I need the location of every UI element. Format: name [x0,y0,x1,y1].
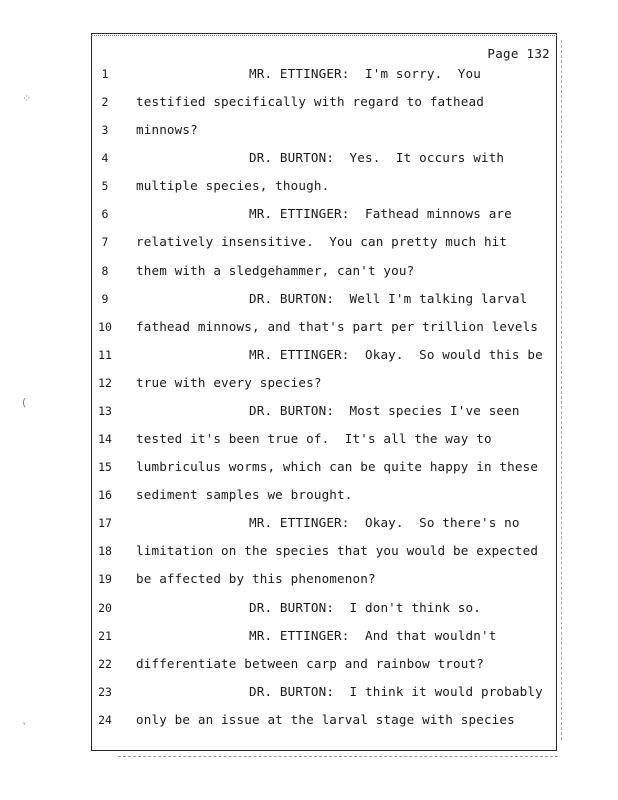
line-text: minnows? [136,122,198,138]
frame-bottom-edge [118,756,558,757]
transcript-line [0,627,618,645]
transcript-line [0,514,618,532]
transcript-line [0,655,618,673]
transcript-line [0,233,618,251]
line-number: 22 [98,656,112,671]
line-number: 1 [101,67,109,81]
line-number: 7 [101,235,109,250]
transcript-line [0,486,618,504]
transcript-line [0,683,618,701]
transcript-line [0,599,618,617]
transcript-line [0,121,618,139]
line-text: be affected by this phenomenon? [136,571,376,587]
scan-speck-mark: ⁘ [22,92,32,105]
line-number: 13 [98,403,112,418]
line-text: MR. ETTINGER: I'm sorry. You [249,66,481,81]
page-number: Page 132 [487,46,550,61]
line-text: DR. BURTON: I think it would probably [249,683,543,699]
line-number: 17 [98,516,112,531]
line-number: 11 [98,347,112,362]
line-number: 5 [101,179,109,194]
scan-speck-mark: ( [22,396,27,409]
line-text: them with a sledgehammer, can't you? [136,262,415,278]
scan-speck-mark: ˎ [22,712,28,725]
line-text: testified specifically with regard to fathead [136,94,484,110]
line-text: limitation on the species that you would be expected [136,543,539,559]
transcript-line [0,542,618,560]
line-number: 14 [98,432,112,447]
line-text: fathead minnows, and that's part per trillion levels [136,318,539,334]
transcript-line [0,318,618,336]
line-text: DR. BURTON: Yes. It occurs with [249,150,505,166]
transcript-line [0,711,618,729]
line-text: relatively insensitive. You can pretty much hit [136,234,508,250]
transcript-line [0,570,618,588]
line-text: only be an issue at the larval stage with species [136,711,515,727]
transcript-line [0,374,618,392]
line-text: tested it's been true of. It's all the way to [136,431,492,447]
transcript-line [0,430,618,448]
line-text: DR. BURTON: I don't think so. [249,599,481,615]
line-number: 19 [98,572,112,587]
line-number: 23 [98,684,112,699]
line-number: 3 [101,123,109,138]
line-text: MR. ETTINGER: Okay. So would this be [249,346,543,362]
line-text: DR. BURTON: Well I'm talking larval [249,290,528,306]
line-number: 18 [98,544,112,559]
transcript-line [0,65,618,83]
line-number: 4 [101,151,109,166]
transcript-line [0,290,618,308]
transcript-line [0,93,618,111]
transcript-line [0,346,618,364]
transcript-line [0,205,618,223]
transcript-line [0,458,618,476]
line-number: 21 [98,628,112,643]
line-number: 16 [98,488,112,503]
transcript-line [0,149,618,167]
transcript-line [0,262,618,280]
frame-top-edge [91,35,557,38]
transcript-line [0,177,618,195]
line-text: true with every species? [136,374,322,390]
transcript-line [0,402,618,420]
line-text: MR. ETTINGER: And that wouldn't [249,627,497,643]
line-number: 10 [98,319,112,334]
line-number: 12 [98,375,112,390]
line-text: multiple species, though. [136,178,330,194]
line-text: sediment samples we brought. [136,487,353,503]
line-number: 15 [98,460,112,475]
line-text: lumbriculus worms, which can be quite happy in these [136,459,539,475]
line-number: 24 [98,712,112,727]
line-text: MR. ETTINGER: Fathead minnows are [249,206,512,222]
line-number: 9 [101,291,109,306]
line-number: 20 [98,600,112,615]
line-number: 8 [101,263,109,278]
line-text: MR. ETTINGER: Okay. So there's no [249,515,520,531]
line-number: 2 [101,95,109,110]
line-number: 6 [101,207,109,222]
line-text: DR. BURTON: Most species I've seen [249,402,520,418]
line-text: differentiate between carp and rainbow trout? [136,655,484,671]
